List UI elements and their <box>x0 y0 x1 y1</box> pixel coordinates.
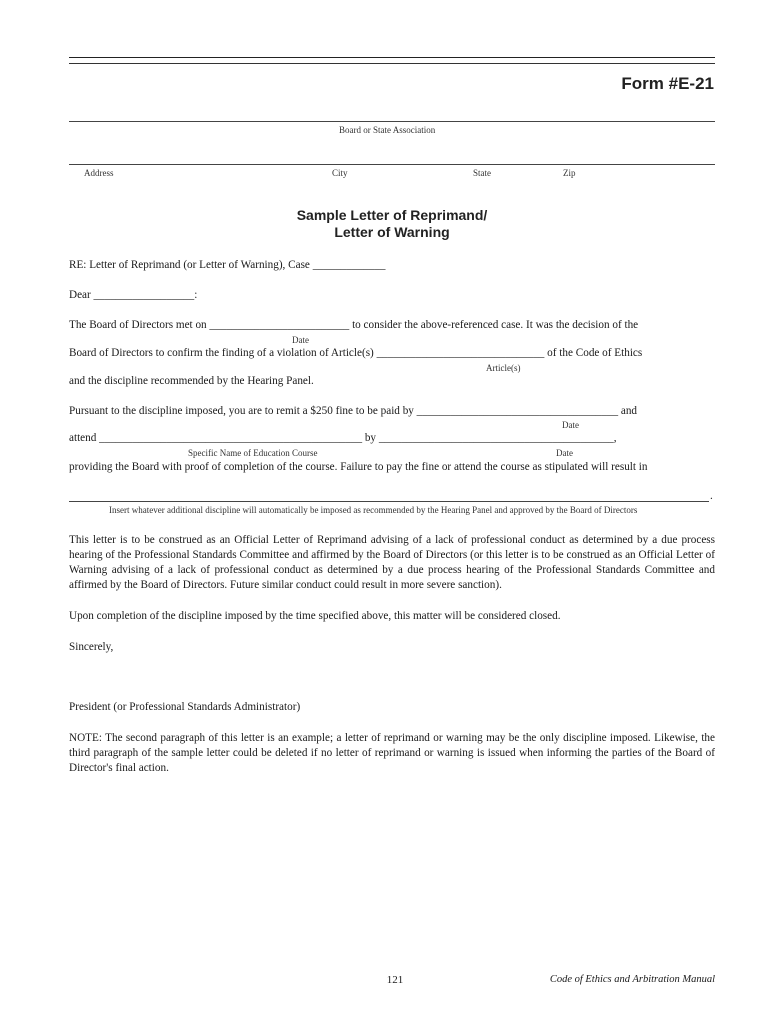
zip-label: Zip <box>563 168 576 178</box>
state-label: State <box>473 168 491 178</box>
manual-title: Code of Ethics and Arbitration Manual <box>549 974 715 985</box>
header-rule-thick <box>69 57 715 58</box>
association-fill-line[interactable] <box>69 121 715 122</box>
p1-line-1: The Board of Directors met on _________________________ to consider the above-referenced case. It was the decision of the <box>69 319 639 331</box>
letter-title <box>69 207 715 241</box>
p1-line-3: and the discipline recommended by the Hearing Panel. <box>69 375 314 387</box>
p2-line-1: Pursuant to the discipline imposed, you are to remit a $250 fine to be paid by ____________________________________ and <box>69 405 638 417</box>
city-label: City <box>332 168 348 178</box>
p2-line-2: attend _______________________________________________ by __________________________________________, <box>69 432 617 444</box>
paragraph-completion: Upon completion of the discipline imposed by the time specified above, this matter will be considered closed. <box>69 610 561 622</box>
title-line-2: Letter of Warning <box>334 224 450 240</box>
address-label: Address <box>84 168 114 178</box>
p2-date-caption-2: Date <box>556 448 573 458</box>
closing-sincerely: Sincerely, <box>69 641 114 653</box>
additional-discipline-fill-line[interactable] <box>69 501 709 502</box>
dear-line: Dear __________________: <box>69 289 198 301</box>
association-label: Board or State Association <box>339 125 436 135</box>
p2-course-caption: Specific Name of Education Course <box>188 448 318 458</box>
re-line: RE: Letter of Reprimand (or Letter of Warning), Case _____________ <box>69 259 386 271</box>
p2-date-caption: Date <box>562 420 579 430</box>
title-line-1: Sample Letter of Reprimand/ <box>296 207 488 223</box>
note-paragraph: NOTE: The second paragraph of this letter is an example; a letter of reprimand or warning may be the only discipline imposed. Likewise, the third paragraph of the sample letter could be deleted if no letter of reprimand or warning is issued when informing the parties of the Board of Director's final action. <box>69 732 715 774</box>
p1-articles-caption: Article(s) <box>486 363 521 373</box>
header-rule-thin <box>69 63 715 64</box>
signature-line: President (or Professional Standards Administrator) <box>69 701 301 713</box>
p2-line-4-period: . <box>710 490 713 502</box>
additional-discipline-caption: Insert whatever additional discipline will automatically be imposed as recommended by the Hearing Panel and approved by the Board of Directors <box>109 505 638 515</box>
p1-date-caption: Date <box>292 335 309 345</box>
paragraph-official-letter: This letter is to be construed as an Official Letter of Reprimand advising of a lack of professional conduct as determined by a due process hearing of the Professional Standards Committee and affirmed by the Board of Directors (or this letter is to be construed as an Official Letter of Warning advising of a lack of professional conduct as determined by a due process hearing of the Professional Standards Committee and affirmed by the Board of Directors. Future similar conduct could result in more severe sanction). <box>69 534 715 591</box>
form-number: Form #E-21 <box>621 74 714 93</box>
page-number: 121 <box>386 974 404 986</box>
p2-line-3: providing the Board with proof of completion of the course. Failure to pay the fine or attend the course as stipulated will result in <box>69 461 648 473</box>
address-fill-line[interactable] <box>69 164 715 165</box>
p1-line-2: Board of Directors to confirm the finding of a violation of Article(s) ______________________________ of the Code of Ethics <box>69 347 643 359</box>
